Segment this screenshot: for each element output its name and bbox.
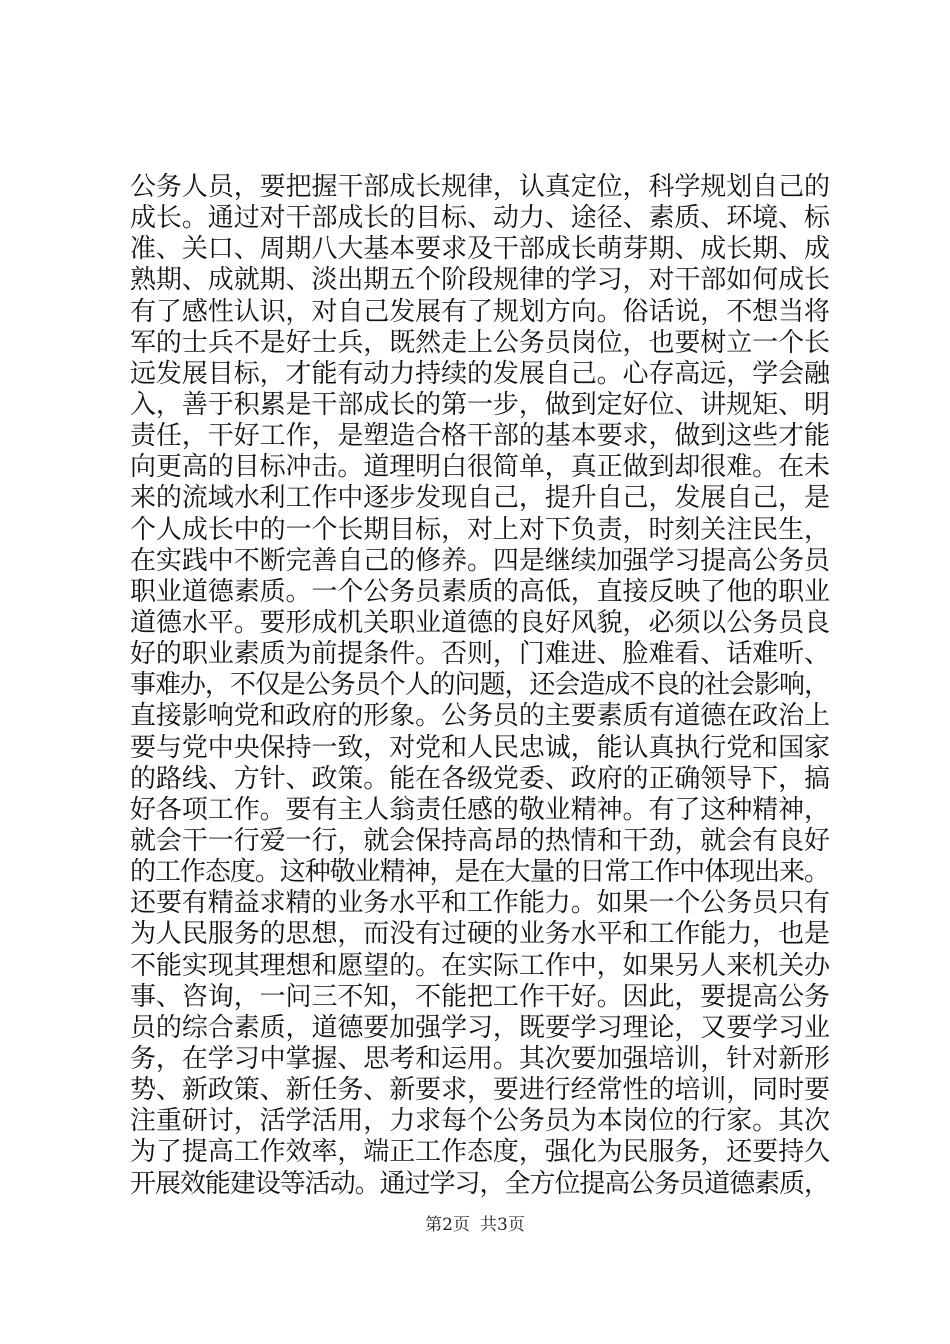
text-line: 就会干一行爱一行，就会保持高昂的热情和干劲，就会有良好 <box>130 825 830 856</box>
text-line: 军的士兵不是好士兵，既然走上公务员岗位，也要树立一个长 <box>130 327 830 358</box>
text-line: 好的职业素质为前提条件。否则，门难进、脸难看、话难听、 <box>130 639 830 670</box>
text-line: 事难办，不仅是公务员个人的问题，还会造成不良的社会影响， <box>130 670 829 701</box>
text-line: 道德水平。要形成机关职业道德的良好风貌，必须以公务员良 <box>130 607 830 638</box>
text-line: 员的综合素质，道德要加强学习，既要学习理论，又要学习业 <box>130 1012 830 1043</box>
text-line: 的工作态度。这种敬业精神，是在大量的日常工作中体现出来。 <box>130 857 829 888</box>
text-line: 职业道德素质。一个公务员素质的高低，直接反映了他的职业 <box>130 576 830 607</box>
text-line: 不能实现其理想和愿望的。在实际工作中，如果另人来机关办 <box>130 950 830 981</box>
text-line: 注重研讨，活学活用，力求每个公务员为本岗位的行家。其次 <box>130 1106 830 1137</box>
text-line: 远发展目标，才能有动力持续的发展自己。心存高远，学会融 <box>130 358 830 389</box>
text-line: 为人民服务的思想，而没有过硬的业务水平和工作能力，也是 <box>130 919 830 950</box>
body-text <box>130 172 830 1200</box>
text-line: 个人成长中的一个长期目标，对上对下负责，时刻关注民生， <box>130 514 830 545</box>
text-line: 的路线、方针、政策。能在各级党委、政府的正确领导下，搞 <box>130 763 830 794</box>
text-line: 准、关口、周期八大基本要求及干部成长萌芽期、成长期、成 <box>130 234 830 265</box>
text-line: 在实践中不断完善自己的修养。四是继续加强学习提高公务员 <box>130 545 830 576</box>
text-line: 务，在学习中掌握、思考和运用。其次要加强培训，针对新形 <box>130 1043 830 1074</box>
text-line: 要与党中央保持一致，对党和人民忠诚，能认真执行党和国家 <box>130 732 830 763</box>
text-line: 还要有精益求精的业务水平和工作能力。如果一个公务员只有 <box>130 888 830 919</box>
text-line: 直接影响党和政府的形象。公务员的主要素质有道德在政治上 <box>130 701 830 732</box>
text-line: 好各项工作。要有主人翁责任感的敬业精神。有了这种精神， <box>130 794 830 825</box>
text-line: 熟期、成就期、淡出期五个阶段规律的学习，对干部如何成长 <box>130 265 830 296</box>
text-line: 责任，干好工作，是塑造合格干部的基本要求，做到这些才能 <box>130 421 830 452</box>
text-line: 入，善于积累是干部成长的第一步，做到定好位、讲规矩、明 <box>130 389 830 420</box>
text-line: 开展效能建设等活动。通过学习，全方位提高公务员道德素质， <box>130 1168 829 1199</box>
page-total: 共3页 <box>480 1215 525 1235</box>
text-line: 有了感性认识，对自己发展有了规划方向。俗话说，不想当将 <box>130 296 830 327</box>
text-line: 向更高的目标冲击。道理明白很简单，真正做到却很难。在未 <box>130 452 830 483</box>
page-number: 第2页 <box>425 1215 470 1235</box>
text-line: 事、咨询，一问三不知，不能把工作干好。因此，要提高公务 <box>130 981 830 1012</box>
page-footer <box>0 1214 950 1236</box>
text-line: 为了提高工作效率，端正工作态度，强化为民服务，还要持久 <box>130 1137 830 1168</box>
text-line: 成长。通过对干部成长的目标、动力、途径、素质、环境、标 <box>130 203 830 234</box>
text-line: 来的流域水利工作中逐步发现自己，提升自己，发展自己，是 <box>130 483 830 514</box>
text-line: 公务人员，要把握干部成长规律，认真定位，科学规划自己的 <box>130 172 830 202</box>
text-line: 势、新政策、新任务、新要求，要进行经常性的培训，同时要 <box>130 1075 830 1106</box>
